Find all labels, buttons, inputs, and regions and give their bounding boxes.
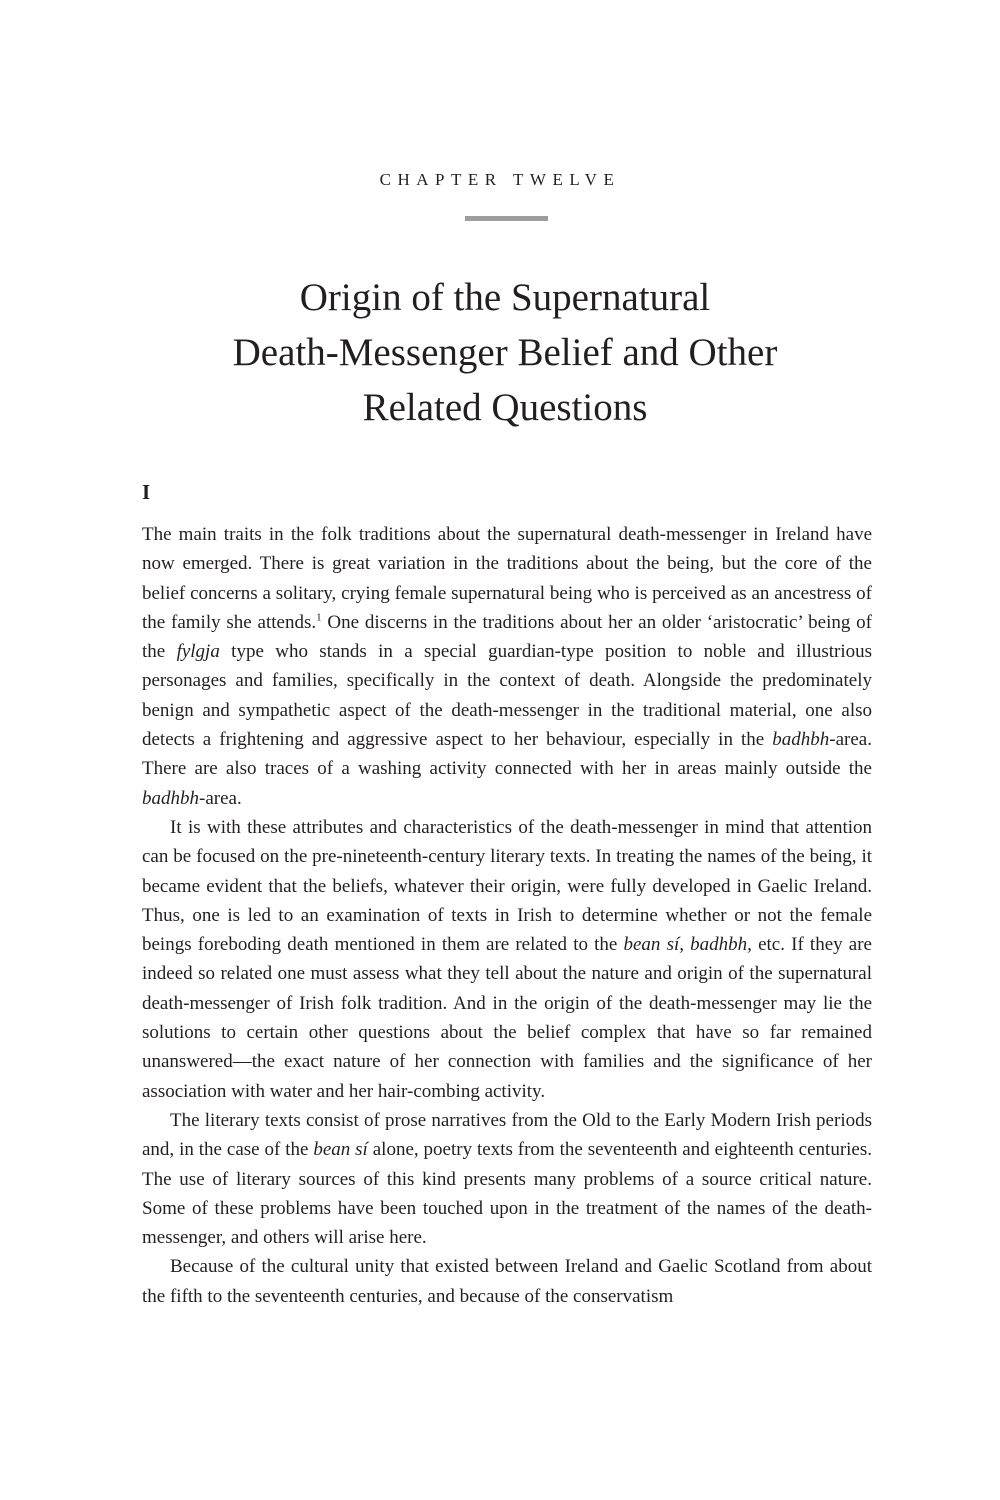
- paragraph-1: [142, 520, 872, 813]
- paragraph-1-text-a: The main traits in the folk traditions about the supernatural death-messenger in Ireland have now emerged. There is great variation in the traditions about the being, but the core of the belief concerns a solitary, crying female supernatural being who is perceived as an ancestress of the family she attends.: [142, 524, 872, 633]
- chapter-title-line-1: Origin of the Supernatural: [299, 276, 711, 319]
- paragraph-1-text-c: type who stands in a special guardian-type position to noble and illustrious personages and families, specifically in the context of death. Alongside the predominately benign and sympathetic aspect of the death-messenger in the traditional material, one also detects a frightening and aggressive aspect to her behaviour, especially in the: [142, 641, 872, 751]
- paragraph-1-text-b: One discerns in the traditions about her an older ‘aristocratic’ being of the: [142, 611, 872, 663]
- section-number: I: [142, 480, 151, 504]
- chapter-title-line-2: Death-Messenger Belief and Other: [232, 331, 778, 374]
- chapter-title: [100, 270, 910, 435]
- italic-term-badhbh: badhbh: [142, 787, 199, 809]
- paragraph-2-text-a: It is with these attributes and characteristics of the death-messenger in mind that attention can be focused on the pre-nineteenth-century literary texts. In treating the names of the being, it became evident that the beliefs, whatever their origin, were fully developed in Gaelic Ireland. Thus, one is led to an examination of texts in Irish to determine whether or not the female beings foreboding death mentioned in them are related to the: [142, 816, 872, 956]
- paragraph-1-text-d: -area. There are also traces of a washing activity connected with her in areas mainly outside the: [142, 729, 872, 780]
- paragraph-3-text-b: alone, poetry texts from the seventeenth and eighteenth centuries. The use of literary sources of this kind presents many problems of a source critical nature. Some of these problems have been touched upon in the treatment of the names of the death-messenger, and others will arise here.: [142, 1139, 873, 1249]
- paragraph-1-text-e: -area.: [199, 787, 242, 809]
- paragraph-4: [142, 1252, 872, 1311]
- italic-term-bean-si-badhbh: bean sí, badhbh,: [623, 934, 752, 956]
- paragraph-2-text-b: etc. If they are indeed so related one must assess what they tell about the nature and origin of the supernatural death-messenger of Irish folk tradition. And in the origin of the death-messenger may lie the solutions to certain other questions about the belief complex that have so far remained unanswered—the exact nature of her connection with families and the significance of her association with water and her hair-combing activity.: [142, 934, 872, 1102]
- chapter-label: CHAPTER TWELVE: [379, 170, 621, 189]
- italic-term-fylgja: fylgja: [176, 641, 220, 663]
- chapter-title-line-3: Related Questions: [362, 386, 648, 429]
- body-text: [142, 520, 872, 1311]
- paragraph-3: [142, 1106, 872, 1252]
- italic-term-badhbh: badhbh: [772, 729, 830, 751]
- chapter-divider-rule: [465, 216, 548, 221]
- footnote-marker: 1: [316, 611, 322, 624]
- paragraph-2: [142, 813, 872, 1106]
- paragraph-3-text-a: The literary texts consist of prose narratives from the Old to the Early Modern Irish periods and, in the case of the: [142, 1109, 872, 1161]
- paragraph-4-text-a: Because of the cultural unity that existed between Ireland and Gaelic Scotland from about the fifth to the seventeenth centuries, and because of the conservatism: [142, 1256, 872, 1307]
- italic-term-bean-si: bean sí: [313, 1139, 368, 1161]
